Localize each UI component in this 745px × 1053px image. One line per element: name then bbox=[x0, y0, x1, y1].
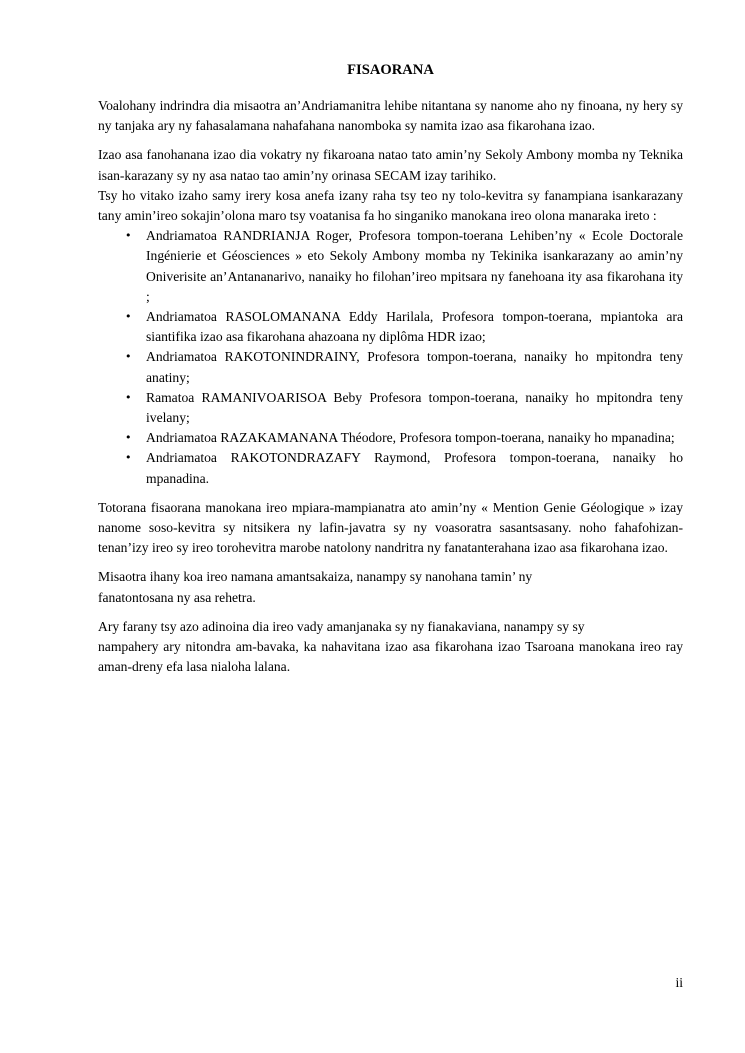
page-number: ii bbox=[675, 975, 683, 990]
paragraph-friends-line1: Misaotra ihany koa ireo namana amantsakaiza, nanampy sy nanohana tamin’ ny bbox=[98, 569, 533, 585]
page-content bbox=[98, 60, 683, 686]
bullet-icon: • bbox=[125, 310, 132, 324]
committee-list bbox=[98, 226, 683, 489]
paragraph-friends bbox=[98, 567, 683, 607]
list-item-text: Andriamatoa RAKOTONINDRAINY, Profesora tompon-toerana, nanaiky ho mpitondra teny anatiny; bbox=[146, 349, 683, 385]
paragraph-intro: Voalohany indrindra dia misaotra an’Andriamanitra lehibe nitantana sy nanome aho ny finoana, ny hery sy ny tanjaka ary ny fahasalamana nahafahana nanomboka sy namita izao asa fikarohana izao. bbox=[98, 98, 683, 134]
paragraph-family-rest: nampahery ary nitondra am-bavaka, ka nahavitana izao asa fikarohana izao Tsaroana manokana ireo ray aman-dreny efa lasa nialoha lalana. bbox=[98, 639, 683, 675]
bullet-icon: • bbox=[125, 229, 132, 243]
paragraph-family-line1: Ary farany tsy azo adinoina dia ireo vady amanjanaka sy ny fianakaviana, nanampy sy sy bbox=[98, 618, 585, 634]
list-item bbox=[98, 448, 683, 488]
list-item bbox=[98, 307, 683, 347]
list-item bbox=[98, 347, 683, 387]
bullet-icon: • bbox=[125, 390, 132, 404]
list-item-text: Andriamatoa RASOLOMANANA Eddy Harilala, Profesora tompon-toerana, mpiantoka ara siantifika izao asa fikarohana ahazoana ny diplôma HDR izao; bbox=[146, 309, 683, 345]
list-item bbox=[98, 388, 683, 428]
bullet-icon: • bbox=[125, 451, 132, 465]
bullet-icon: • bbox=[125, 350, 132, 364]
paragraph-family bbox=[98, 617, 683, 678]
page-title: FISAORANA bbox=[347, 62, 434, 78]
list-item bbox=[98, 226, 683, 307]
paragraph-thanks-lead: Tsy ho vitako izaho samy irery kosa anefa izany raha tsy teo ny tolo-kevitra sy fanampiana isankarazany tany amin’ireo sokajin’olona maro tsy voatanisa fa ho singaniko manokana ireo olona manaraka ireto : bbox=[98, 187, 683, 224]
list-item-text: Ramatoa RAMANIVOARISOA Beby Profesora tompon-toerana, nanaiky ho mpitondra teny ivelany; bbox=[146, 389, 683, 426]
paragraph-research-context: Izao asa fanohanana izao dia vokatry ny fikaroana natao tato amin’ny Sekoly Ambony momba ny Teknika isan-karazany sy ny asa natao tao amin’ny orinasa SECAM izay tarihiko. bbox=[98, 147, 683, 183]
paragraph-colleagues: Totorana fisaorana manokana ireo mpiara-mampianatra ato amin’ny « Mention Genie Géologique » izay nanome soso-kevitra sy nitsikera ny lafin-javatra sy ny voasoratra sasantsasany. noho fahafohizan-tenan’izy ireo sy ireo torohevitra marobe natolony nandritra ny fanatanterahana izao asa fikarohana izao. bbox=[98, 499, 683, 556]
paragraph-friends-line2: fanatontosana ny asa rehetra. bbox=[98, 589, 256, 605]
list-item-text: Andriamatoa RAZAKAMANANA Théodore, Profesora tompon-toerana, nanaiky ho mpanadina; bbox=[146, 430, 675, 446]
list-item-text: Andriamatoa RAKOTONDRAZAFY Raymond, Profesora tompon-toerana, nanaiky ho mpanadina. bbox=[146, 450, 683, 486]
list-item bbox=[98, 428, 683, 448]
list-item-text: Andriamatoa RANDRIANJA Roger, Profesora tompon-toerana Lehiben’ny « Ecole Doctorale Ingénierie et Géosciences » eto Sekoly Ambony momba ny Tekinika isankarazany ao amin’ny Oniverisite an’Antananarivo, nanaiky ho filohan’ireo mpitsara ny fanehoana ity asa fikarohana ity ; bbox=[146, 228, 683, 304]
bullet-icon: • bbox=[125, 431, 132, 445]
